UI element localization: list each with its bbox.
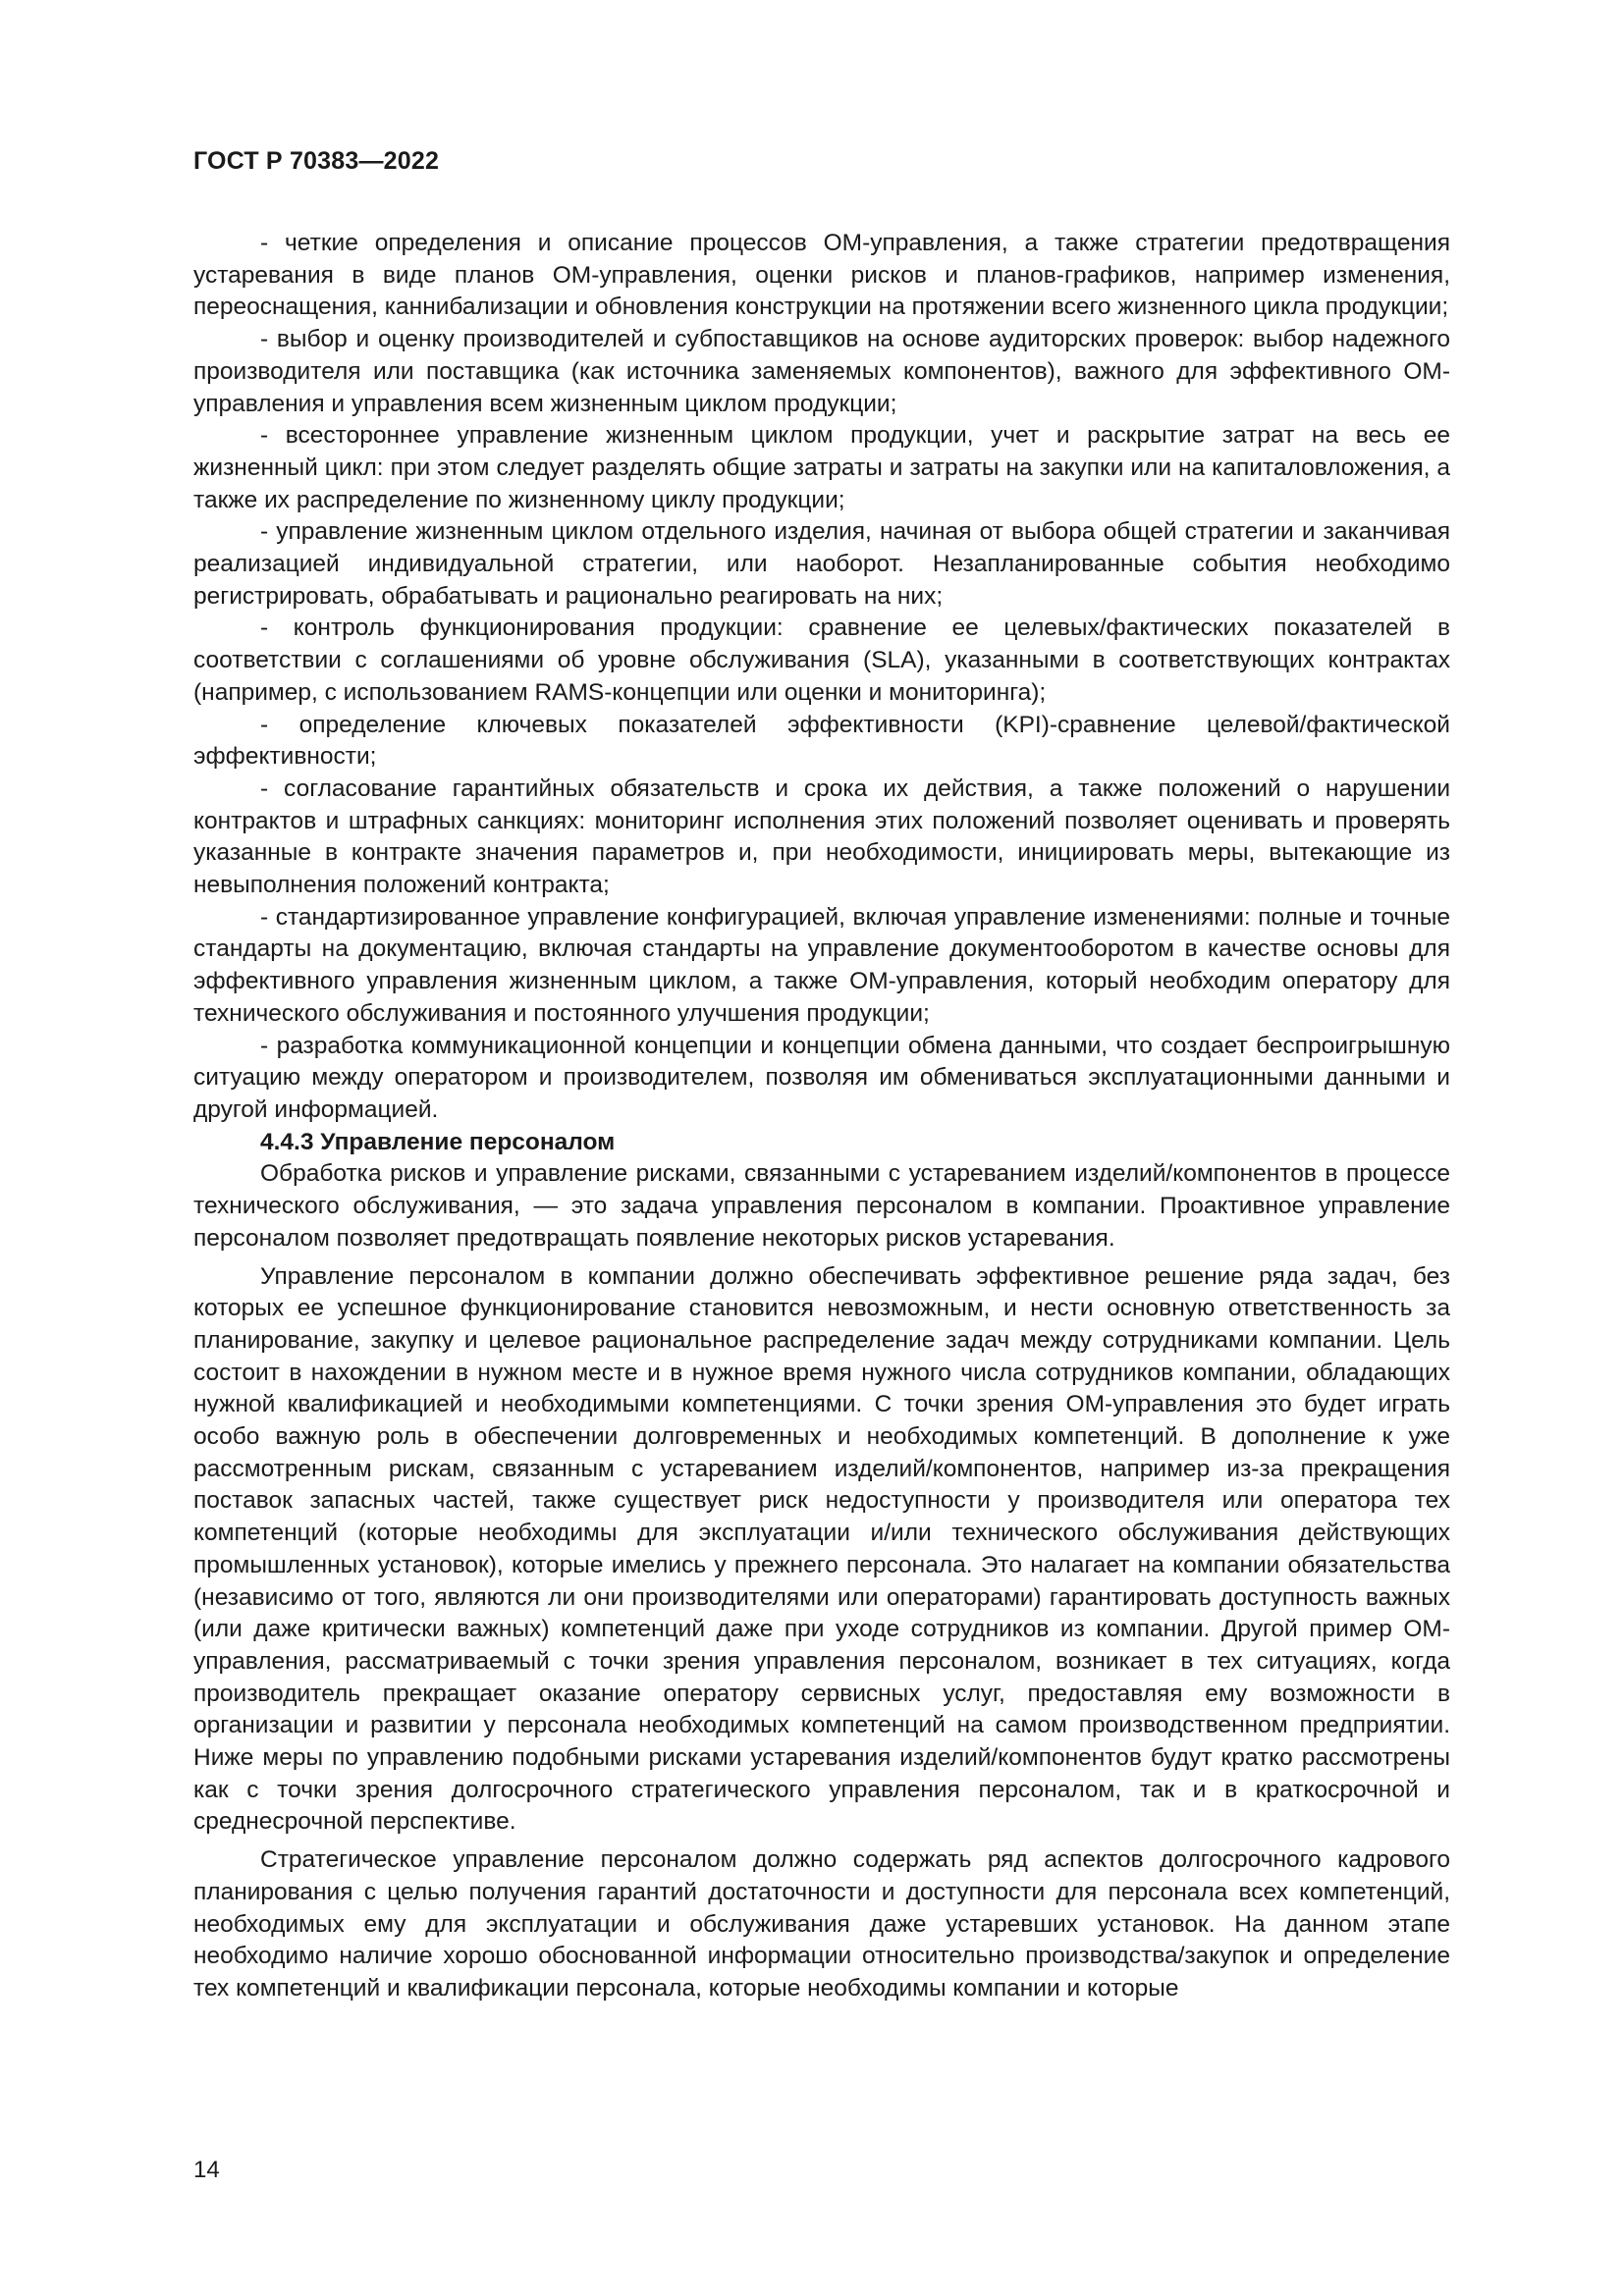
section-heading: 4.4.3 Управление персоналом — [260, 1128, 616, 1155]
page-number: 14 — [193, 2157, 220, 2183]
paragraph: Стратегическое управление персоналом должно содержать ряд аспектов долгосрочного кадрового планирования с целью получения гарантий достаточности и доступности для персонала всех компетенций, необходимых ему для эксплуатации и обслуживания даже устаревших установок. На данном этапе необходимо наличие хорошо обоснованной информации относительно производства/закупок и определение тех компетенций и квалификации персонала, которые необходимы компании и которые — [193, 1846, 1450, 2002]
list-item: - всестороннее управление жизненным циклом продукции, учет и раскрытие затрат на весь ее жизненный цикл: при этом следует разделять общие затраты и затраты на закупки или на капиталовложения, а также их распределение по жизненному циклу продукции; — [193, 422, 1450, 513]
list-item: - выбор и оценку производителей и субпоставщиков на основе аудиторских проверок: выбор надежного производителя или поставщика (как источника заменяемых компонентов), важного для эффективного ОМ-управления и управления всем жизненным циклом продукции; — [193, 326, 1450, 417]
list-item: - управление жизненным циклом отдельного изделия, начиная от выбора общей стратегии и заканчивая реализацией индивидуальной стратегии, или наоборот. Незапланированные события необходимо регистрировать, обрабатывать и рационально реагировать на них; — [193, 518, 1450, 610]
list-item: - согласование гарантийных обязательств и срока их действия, а также положений о нарушении контрактов и штрафных санкциях: мониторинг исполнения этих положений позволяет оценивать и проверять указанные в контракте значения параметров и, при необходимости, инициировать меры, вытекающие из невыполнения положений контракта; — [193, 774, 1450, 899]
paragraph: Управление персоналом в компании должно обеспечивать эффективное решение ряда задач, без которых ее успешное функционирование становится невозможным, и нести основную ответственность за планирование, закупку и целевое рациональное распределение задач между сотрудниками компании. Цель состоит в нахождении в нужном месте и в нужное время нужного числа сотрудников компании, обладающих нужной квалификацией и необходимыми компетенциями. С точки зрения ОМ-управления это будет играть особо важную роль в обеспечении долговременных и необходимых компетенций. В дополнение к уже рассмотренным рискам, связанным с устареванием изделий/компонентов, например из-за прекращения поставок запасных частей, также существует риск недоступности у производителя или оператора тех компетенций (которые необходимы для эксплуатации и/или технического обслуживания действующих промышленных установок), которые имелись у прежнего персонала. Это налагает на компании обязательства (независимо от того, являются ли они производителями или операторами) гарантировать доступность важных (или даже критически важных) компетенций даже при уходе сотрудников из компании. Другой пример ОМ-управления, рассматриваемый с точки зрения управления персоналом, возникает в тех ситуациях, когда производитель прекращает оказание оператору сервисных услуг, предоставляя ему возможности в организации и развитии у персонала необходимых компетенций на самом производственном предприятии. Ниже меры по управлению подобными рисками устаревания изделий/компонентов будут кратко рассмотрены как с точки зрения долгосрочного стратегического управления персоналом, так и в краткосрочной и среднесрочной перспективе. — [193, 1262, 1450, 1836]
list-item: - стандартизированное управление конфигурацией, включая управление изменениями: полные и точные стандарты на документацию, включая стандарты на управление документооборотом в качестве основы для эффективного управления жизненным циклом, а также ОМ-управления, который необходим оператору для технического обслуживания и постоянного улучшения продукции; — [193, 903, 1450, 1027]
document-code-header: ГОСТ Р 70383—2022 — [193, 147, 440, 175]
list-item: - разработка коммуникационной концепции и концепции обмена данными, что создает беспроигрышную ситуацию между оператором и производителем, позволяя им обмениваться эксплуатационными данными и другой информацией. — [193, 1032, 1450, 1123]
list-item: - контроль функционирования продукции: сравнение ее целевых/фактических показателей в соответствии с соглашениями об уровне обслуживания (SLA), указанными в соответствующих контрактах (например, с использованием RAMS-концепции или оценки и мониторинга); — [193, 614, 1450, 706]
paragraph: Обработка рисков и управление рисками, связанными с устареванием изделий/компонентов в процессе технического обслуживания, — это задача управления персоналом в компании. Проактивное управление персоналом позволяет предотвращать появление некоторых рисков устаревания. — [193, 1160, 1450, 1252]
body-text — [193, 228, 1450, 2005]
list-item: - четкие определения и описание процессов ОМ-управления, а также стратегии предотвращения устаревания в виде планов ОМ-управления, оценки рисков и планов-графиков, например изменения, переоснащения, каннибализации и обновления конструкции на протяжении всего жизненного цикла продукции; — [193, 230, 1450, 321]
list-item: - определение ключевых показателей эффективности (KPI)-сравнение целевой/фактической эффективности; — [193, 711, 1450, 771]
